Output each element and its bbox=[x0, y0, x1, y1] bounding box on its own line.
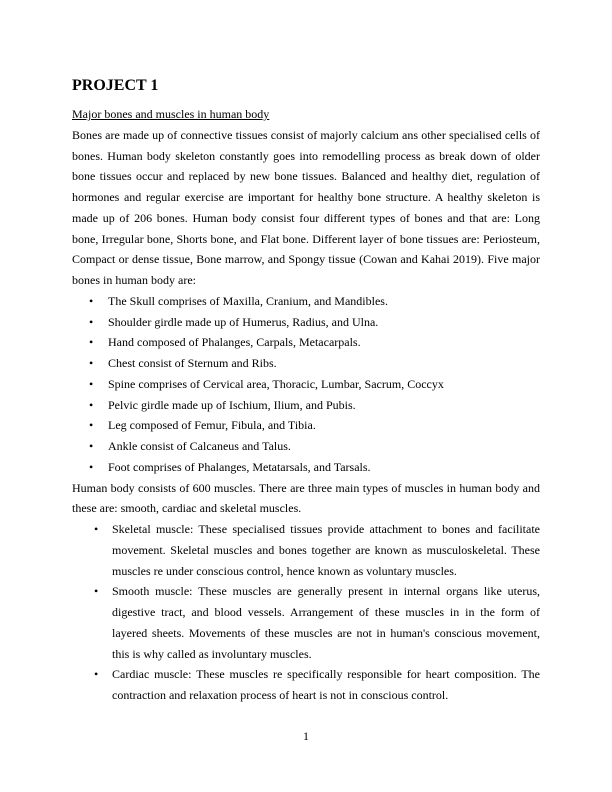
list-item: • Shoulder girdle made up of Humerus, Radius, and Ulna. bbox=[72, 312, 540, 333]
muscles-list bbox=[72, 519, 540, 706]
list-item: • Cardiac muscle: These muscles re specifically responsible for heart composition. The contraction and relaxation process of heart is not in conscious control. bbox=[72, 664, 540, 706]
bones-list bbox=[72, 291, 540, 478]
section-subheading: Major bones and muscles in human body bbox=[72, 107, 270, 121]
muscles-paragraph: Human body consists of 600 muscles. There are three main types of muscles in human body and these are: smooth, cardiac and skeletal muscles. bbox=[72, 480, 540, 516]
list-item: • Foot comprises of Phalanges, Metatarsals, and Tarsals. bbox=[72, 457, 540, 478]
list-item: • The Skull comprises of Maxilla, Cranium, and Mandibles. bbox=[72, 291, 540, 312]
list-item: • Spine comprises of Cervical area, Thoracic, Lumbar, Sacrum, Coccyx bbox=[72, 374, 540, 395]
list-item: • Hand composed of Phalanges, Carpals, Metacarpals. bbox=[72, 332, 540, 353]
page-title: PROJECT 1 bbox=[72, 77, 159, 94]
bones-paragraph: Bones are made up of connective tissues consist of majorly calcium ans other specialised cells of bones. Human body skeleton constantly goes into remodelling process as break down of older bone tissues occur and replaced by new bone tissues. Balanced and healthy diet, regulation of hormones and regular exercise are important for healthy bone structure. A healthy skeleton is made up of 206 bones. Human body consist four different types of bones and that are: Long bone, Irregular bone, Shorts bone, and Flat bone. Different layer of bone tissues are: Periosteum, Compact or dense tissue, Bone marrow, and Spongy tissue (Cowan and Kahai 2019). Five major bones in human body are: bbox=[72, 127, 540, 287]
document-page bbox=[72, 74, 540, 706]
list-item: • Ankle consist of Calcaneus and Talus. bbox=[72, 436, 540, 457]
page-number: 1 bbox=[303, 729, 309, 743]
list-item: • Skeletal muscle: These specialised tissues provide attachment to bones and facilitate movement. Skeletal muscles and bones together are known as musculoskeletal. These muscles re under conscious control, hence known as voluntary muscles. bbox=[72, 519, 540, 581]
list-item: • Chest consist of Sternum and Ribs. bbox=[72, 353, 540, 374]
list-item: • Smooth muscle: These muscles are generally present in internal organs like uterus, digestive tract, and blood vessels. Arrangement of these muscles in in the form of layered sheets. Movements of these muscles are not in human's conscious movement, this is why called as involuntary muscles. bbox=[72, 581, 540, 664]
list-item: • Pelvic girdle made up of Ischium, Ilium, and Pubis. bbox=[72, 395, 540, 416]
list-item: • Leg composed of Femur, Fibula, and Tibia. bbox=[72, 415, 540, 436]
